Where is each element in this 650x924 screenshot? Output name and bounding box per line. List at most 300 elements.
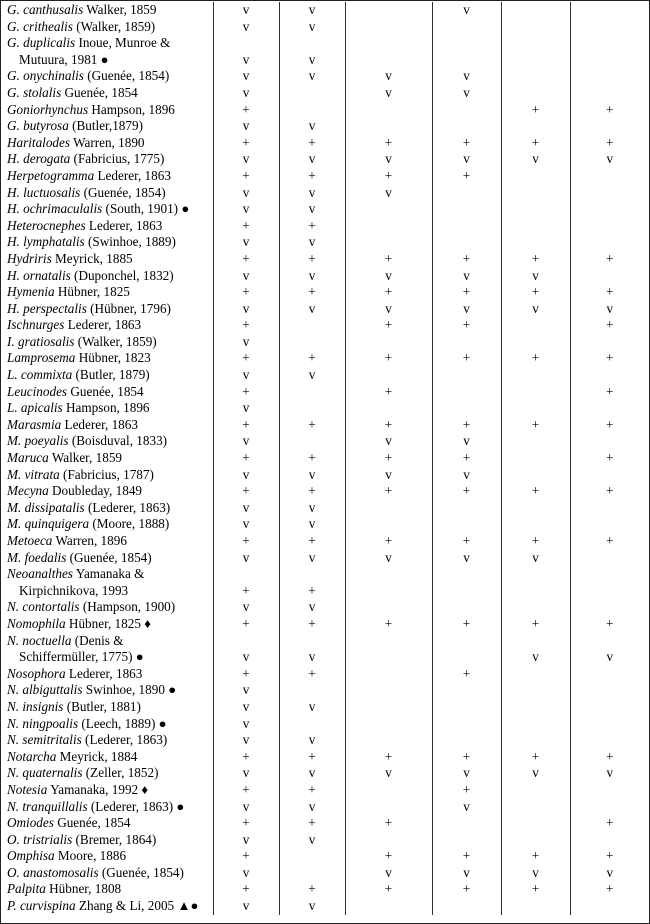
distribution-mark-col-2 xyxy=(279,334,345,351)
taxon-name-cell xyxy=(2,201,213,218)
distribution-mark-col-2 xyxy=(279,85,345,102)
distribution-mark-col-5 xyxy=(501,682,570,699)
distribution-mark-col-3: + xyxy=(345,749,432,766)
distribution-mark-col-2 xyxy=(279,384,345,401)
table-row xyxy=(2,616,649,633)
taxon-author: (Leech, 1889) ● xyxy=(78,715,167,731)
distribution-mark-col-4 xyxy=(432,516,501,533)
distribution-mark-col-5: + xyxy=(501,881,570,898)
taxon-name-cell xyxy=(2,384,213,401)
distribution-mark-col-5: v xyxy=(501,151,570,168)
taxon-name-cell xyxy=(2,500,213,517)
distribution-mark-col-5 xyxy=(501,384,570,401)
distribution-mark-col-3 xyxy=(345,799,432,816)
distribution-mark-col-1: + xyxy=(213,848,279,865)
distribution-mark-col-3 xyxy=(345,500,432,517)
taxon-name-cell xyxy=(2,782,213,799)
distribution-mark-col-4 xyxy=(432,384,501,401)
taxon-author: Lederer, 1863 xyxy=(64,317,142,333)
taxon-italic-name: Haritalodes xyxy=(7,134,71,150)
distribution-mark-col-3 xyxy=(345,218,432,235)
distribution-mark-col-6 xyxy=(570,118,649,135)
distribution-mark-col-1: + xyxy=(213,583,279,600)
distribution-mark-col-3 xyxy=(345,19,432,36)
distribution-mark-col-1: v xyxy=(213,649,279,666)
distribution-mark-col-3: v xyxy=(345,865,432,882)
taxon-italic-name: H. lymphatalis xyxy=(7,234,85,250)
distribution-mark-col-3: v xyxy=(345,550,432,567)
distribution-mark-col-3 xyxy=(345,716,432,733)
distribution-mark-col-5 xyxy=(501,433,570,450)
distribution-mark-col-6 xyxy=(570,500,649,517)
taxon-author: Warren, 1896 xyxy=(52,533,127,548)
distribution-mark-col-2: v xyxy=(279,832,345,849)
distribution-mark-col-6: v xyxy=(570,151,649,168)
taxon-italic-name: Palpita xyxy=(7,881,46,897)
distribution-mark-col-1: v xyxy=(213,151,279,168)
taxon-italic-name: H. luctuosalis xyxy=(7,184,81,200)
taxon-italic-name: N. ningpoalis xyxy=(7,715,79,731)
distribution-mark-col-1: v xyxy=(213,52,279,69)
distribution-mark-col-2: + xyxy=(279,417,345,434)
distribution-mark-col-1: v xyxy=(213,118,279,135)
distribution-mark-col-6 xyxy=(570,467,649,484)
distribution-mark-col-1: v xyxy=(213,832,279,849)
distribution-mark-col-6 xyxy=(570,583,649,600)
distribution-mark-col-1 xyxy=(213,633,279,650)
taxon-author: (Boisduval, 1833) xyxy=(68,433,168,449)
taxon-name-cell xyxy=(2,467,213,484)
distribution-mark-col-5: v xyxy=(501,649,570,666)
distribution-mark-col-4 xyxy=(432,102,501,119)
distribution-mark-col-1: v xyxy=(213,2,279,19)
distribution-mark-col-5: + xyxy=(501,251,570,268)
taxon-name-cell xyxy=(2,268,213,285)
taxon-italic-name: N. tranquillalis xyxy=(7,798,88,814)
distribution-mark-col-6 xyxy=(570,516,649,533)
table-row xyxy=(2,52,649,69)
distribution-mark-col-1: v xyxy=(213,500,279,517)
taxon-author: (Lederer, 1863) xyxy=(81,732,168,748)
distribution-mark-col-4 xyxy=(432,649,501,666)
taxon-author: Guenée, 1854 xyxy=(53,815,131,831)
table-row xyxy=(2,218,649,235)
distribution-mark-col-2 xyxy=(279,682,345,699)
taxon-author: (Guenée, 1854) xyxy=(83,68,170,84)
distribution-mark-col-2: + xyxy=(279,533,345,550)
table-row xyxy=(2,102,649,119)
distribution-mark-col-5 xyxy=(501,716,570,733)
distribution-mark-col-3: + xyxy=(345,317,432,334)
taxon-author: Hübner, 1823 xyxy=(75,350,151,366)
taxon-name-cell xyxy=(2,301,213,318)
taxon-author: Warren, 1890 xyxy=(70,134,145,150)
distribution-mark-col-1: v xyxy=(213,301,279,318)
distribution-mark-col-4: + xyxy=(432,782,501,799)
distribution-mark-col-1: + xyxy=(213,384,279,401)
taxon-author: Hampson, 1896 xyxy=(62,400,150,416)
distribution-mark-col-6 xyxy=(570,699,649,716)
distribution-mark-col-2 xyxy=(279,35,345,52)
distribution-mark-col-2: + xyxy=(279,284,345,301)
distribution-mark-col-2: v xyxy=(279,699,345,716)
distribution-mark-col-6: + xyxy=(570,417,649,434)
distribution-mark-col-4 xyxy=(432,234,501,251)
table-row xyxy=(2,699,649,716)
distribution-mark-col-6 xyxy=(570,367,649,384)
distribution-mark-col-2 xyxy=(279,566,345,583)
distribution-mark-col-6 xyxy=(570,550,649,567)
taxon-author: (Zeller, 1852) xyxy=(82,765,159,781)
taxon-name-cell xyxy=(2,848,213,865)
distribution-mark-col-5: + xyxy=(501,483,570,500)
distribution-mark-col-1: v xyxy=(213,699,279,716)
distribution-mark-col-4 xyxy=(432,367,501,384)
distribution-mark-col-4: v xyxy=(432,151,501,168)
distribution-mark-col-5 xyxy=(501,500,570,517)
taxon-author: (Denis & xyxy=(71,632,124,648)
table-row xyxy=(2,516,649,533)
table-body xyxy=(2,2,649,915)
distribution-mark-col-1: v xyxy=(213,898,279,915)
distribution-mark-col-2: + xyxy=(279,218,345,235)
distribution-mark-col-4: + xyxy=(432,417,501,434)
distribution-mark-col-3: v xyxy=(345,433,432,450)
distribution-mark-col-6 xyxy=(570,52,649,69)
distribution-mark-col-5 xyxy=(501,450,570,467)
distribution-mark-col-5 xyxy=(501,815,570,832)
distribution-mark-col-1: v xyxy=(213,68,279,85)
distribution-mark-col-4: + xyxy=(432,284,501,301)
distribution-mark-col-4 xyxy=(432,201,501,218)
distribution-mark-col-5: + xyxy=(501,350,570,367)
distribution-mark-col-1: + xyxy=(213,450,279,467)
distribution-mark-col-4: + xyxy=(432,317,501,334)
taxon-name-cell xyxy=(2,433,213,450)
distribution-mark-col-3 xyxy=(345,52,432,69)
distribution-mark-col-1: + xyxy=(213,135,279,152)
distribution-mark-col-4: + xyxy=(432,666,501,683)
taxon-author: Lederer, 1863 xyxy=(85,217,163,233)
table-row xyxy=(2,467,649,484)
distribution-mark-col-5: v xyxy=(501,550,570,567)
taxon-name-cell xyxy=(2,317,213,334)
taxon-italic-name: Ischnurges xyxy=(7,317,65,333)
distribution-mark-col-6 xyxy=(570,799,649,816)
distribution-mark-col-5 xyxy=(501,666,570,683)
distribution-mark-col-2 xyxy=(279,716,345,733)
taxon-italic-name: Nomophila xyxy=(7,615,66,631)
distribution-mark-col-4 xyxy=(432,583,501,600)
distribution-mark-col-1: v xyxy=(213,765,279,782)
taxon-author: (Moore, 1888) xyxy=(89,516,170,532)
taxon-name-cell xyxy=(2,52,213,69)
table-row xyxy=(2,201,649,218)
table-row xyxy=(2,433,649,450)
distribution-mark-col-5 xyxy=(501,782,570,799)
taxon-italic-name: G. crithealis xyxy=(7,18,73,34)
distribution-mark-col-6: + xyxy=(570,616,649,633)
table-row xyxy=(2,533,649,550)
distribution-mark-col-4 xyxy=(432,898,501,915)
taxon-author: Hampson, 1896 xyxy=(88,101,175,117)
distribution-mark-col-3: + xyxy=(345,848,432,865)
distribution-mark-col-1: v xyxy=(213,599,279,616)
distribution-mark-col-5: + xyxy=(501,616,570,633)
distribution-mark-col-4 xyxy=(432,400,501,417)
distribution-mark-col-4 xyxy=(432,185,501,202)
distribution-mark-col-3: + xyxy=(345,284,432,301)
taxon-italic-name: G. canthusalis xyxy=(7,2,84,17)
distribution-mark-col-4 xyxy=(432,566,501,583)
taxon-name-cell xyxy=(2,85,213,102)
distribution-mark-col-2: + xyxy=(279,135,345,152)
distribution-mark-col-4: + xyxy=(432,350,501,367)
distribution-mark-col-3: v xyxy=(345,301,432,318)
distribution-mark-col-3: + xyxy=(345,350,432,367)
taxon-italic-name: N. albiguttalis xyxy=(7,682,83,698)
distribution-mark-col-1: + xyxy=(213,168,279,185)
taxon-italic-name: H. ochrimaculalis xyxy=(7,201,103,217)
taxon-name-cell xyxy=(2,168,213,185)
taxon-name-cell xyxy=(2,118,213,135)
distribution-mark-col-2: v xyxy=(279,898,345,915)
distribution-mark-col-2: + xyxy=(279,483,345,500)
distribution-mark-col-6: + xyxy=(570,881,649,898)
table-row xyxy=(2,350,649,367)
table-row xyxy=(2,35,649,52)
table-row xyxy=(2,68,649,85)
taxon-author: (Butler, 1881) xyxy=(63,698,141,714)
table-row xyxy=(2,151,649,168)
taxon-italic-name: Herpetogramma xyxy=(7,167,95,183)
table-row xyxy=(2,666,649,683)
taxon-name-cell xyxy=(2,566,213,583)
taxon-author: (Bremer, 1864) xyxy=(72,831,157,847)
distribution-mark-col-5 xyxy=(501,317,570,334)
distribution-mark-col-3: + xyxy=(345,135,432,152)
taxon-author: (Lederer, 1863) ● xyxy=(87,798,185,814)
distribution-mark-col-6: v xyxy=(570,865,649,882)
taxon-name-cell xyxy=(2,68,213,85)
taxon-author: (Lederer, 1863) xyxy=(84,499,171,515)
distribution-mark-col-4: v xyxy=(432,765,501,782)
distribution-mark-col-2: v xyxy=(279,732,345,749)
distribution-mark-col-1: v xyxy=(213,732,279,749)
distribution-mark-col-4: + xyxy=(432,168,501,185)
distribution-mark-col-5 xyxy=(501,633,570,650)
taxon-name-cell xyxy=(2,151,213,168)
taxon-name-cell xyxy=(2,799,213,816)
distribution-mark-col-1: + xyxy=(213,350,279,367)
distribution-mark-col-5: + xyxy=(501,533,570,550)
distribution-mark-col-1: v xyxy=(213,85,279,102)
table-row xyxy=(2,135,649,152)
distribution-mark-col-3 xyxy=(345,35,432,52)
taxon-name-cell xyxy=(2,716,213,733)
distribution-mark-col-4: + xyxy=(432,251,501,268)
taxon-author: Mutuura, 1981 ● xyxy=(19,51,109,67)
taxon-author: (Butler,1879) xyxy=(68,118,143,134)
distribution-mark-col-5 xyxy=(501,218,570,235)
taxon-italic-name: O. anastomosalis xyxy=(7,864,99,880)
table-row xyxy=(2,881,649,898)
distribution-mark-col-5 xyxy=(501,201,570,218)
distribution-mark-col-1: v xyxy=(213,799,279,816)
distribution-mark-col-5: v xyxy=(501,865,570,882)
distribution-mark-col-4: v xyxy=(432,550,501,567)
distribution-mark-col-6: v xyxy=(570,649,649,666)
distribution-mark-col-1: v xyxy=(213,550,279,567)
distribution-mark-col-1: + xyxy=(213,417,279,434)
taxon-author: Yamanaka & xyxy=(72,566,145,582)
distribution-mark-col-4: + xyxy=(432,450,501,467)
distribution-mark-col-1: + xyxy=(213,284,279,301)
table-row xyxy=(2,765,649,782)
distribution-mark-col-5 xyxy=(501,118,570,135)
table-row xyxy=(2,550,649,567)
distribution-mark-col-6 xyxy=(570,599,649,616)
distribution-mark-col-6: v xyxy=(570,301,649,318)
distribution-mark-col-3: v xyxy=(345,68,432,85)
distribution-mark-col-1: v xyxy=(213,268,279,285)
distribution-mark-col-5 xyxy=(501,898,570,915)
taxon-italic-name: Omiodes xyxy=(7,815,54,831)
taxon-name-cell xyxy=(2,35,213,52)
taxon-author: Hübner, 1808 xyxy=(45,881,122,897)
distribution-mark-col-1: + xyxy=(213,666,279,683)
table-row xyxy=(2,815,649,832)
taxon-name-cell xyxy=(2,135,213,152)
taxon-author: Walker, 1859 xyxy=(48,450,123,466)
distribution-mark-col-3: + xyxy=(345,533,432,550)
distribution-mark-col-5 xyxy=(501,85,570,102)
table-row xyxy=(2,682,649,699)
distribution-mark-col-1 xyxy=(213,566,279,583)
distribution-mark-col-1: + xyxy=(213,483,279,500)
distribution-mark-col-3 xyxy=(345,633,432,650)
distribution-mark-col-3: + xyxy=(345,815,432,832)
distribution-mark-col-3 xyxy=(345,201,432,218)
taxon-name-cell xyxy=(2,483,213,500)
table-row xyxy=(2,268,649,285)
distribution-mark-col-6 xyxy=(570,732,649,749)
distribution-mark-col-3: v xyxy=(345,765,432,782)
table-row xyxy=(2,483,649,500)
table-row xyxy=(2,799,649,816)
distribution-mark-col-1: v xyxy=(213,467,279,484)
taxon-name-cell xyxy=(2,400,213,417)
taxon-italic-name: M. quinquigera xyxy=(7,516,90,532)
distribution-mark-col-3 xyxy=(345,649,432,666)
taxon-name-cell xyxy=(2,749,213,766)
distribution-mark-col-3: + xyxy=(345,251,432,268)
table-row xyxy=(2,782,649,799)
distribution-mark-col-6: + xyxy=(570,533,649,550)
distribution-mark-col-1: v xyxy=(213,433,279,450)
taxon-name-cell xyxy=(2,649,213,666)
taxon-italic-name: Marasmia xyxy=(7,416,62,432)
distribution-mark-col-1: + xyxy=(213,251,279,268)
distribution-mark-col-3 xyxy=(345,400,432,417)
taxon-name-cell xyxy=(2,881,213,898)
table-row xyxy=(2,19,649,36)
distribution-mark-col-6 xyxy=(570,68,649,85)
distribution-mark-col-1: v xyxy=(213,185,279,202)
distribution-mark-col-5 xyxy=(501,52,570,69)
distribution-mark-col-4: + xyxy=(432,848,501,865)
taxon-author: (Butler, 1879) xyxy=(72,367,150,383)
table-row xyxy=(2,865,649,882)
distribution-mark-col-3 xyxy=(345,832,432,849)
taxon-name-cell xyxy=(2,815,213,832)
distribution-mark-col-3 xyxy=(345,234,432,251)
distribution-mark-col-2: + xyxy=(279,251,345,268)
taxon-italic-name: G. onychinalis xyxy=(7,68,84,84)
table-row xyxy=(2,400,649,417)
distribution-mark-col-4: + xyxy=(432,881,501,898)
table-row xyxy=(2,633,649,650)
distribution-mark-col-4: + xyxy=(432,533,501,550)
taxon-name-cell xyxy=(2,666,213,683)
distribution-mark-col-5 xyxy=(501,732,570,749)
distribution-mark-col-1: v xyxy=(213,234,279,251)
distribution-mark-col-1: v xyxy=(213,682,279,699)
distribution-mark-col-6 xyxy=(570,85,649,102)
taxon-author: Lederer, 1863 xyxy=(94,167,171,183)
distribution-mark-col-2: + xyxy=(279,666,345,683)
taxon-italic-name: N. contortalis xyxy=(7,599,80,615)
taxon-name-cell xyxy=(2,2,213,19)
distribution-mark-col-2 xyxy=(279,848,345,865)
taxon-italic-name: N. insignis xyxy=(7,698,64,714)
taxon-author: Meyrick, 1885 xyxy=(51,250,133,266)
distribution-mark-col-3: + xyxy=(345,881,432,898)
distribution-mark-col-5 xyxy=(501,19,570,36)
distribution-mark-col-2: v xyxy=(279,765,345,782)
distribution-mark-col-6 xyxy=(570,201,649,218)
distribution-mark-col-3 xyxy=(345,516,432,533)
distribution-mark-col-1: v xyxy=(213,400,279,417)
distribution-mark-col-2: + xyxy=(279,881,345,898)
distribution-mark-col-6 xyxy=(570,234,649,251)
taxon-italic-name: Maruca xyxy=(7,450,49,466)
distribution-mark-col-4: + xyxy=(432,483,501,500)
distribution-mark-col-2: + xyxy=(279,450,345,467)
taxon-author: (Hübner, 1796) xyxy=(86,300,171,316)
distribution-mark-col-2: v xyxy=(279,799,345,816)
taxon-italic-name: H. ornatalis xyxy=(7,267,71,283)
taxon-name-cell xyxy=(2,251,213,268)
taxon-italic-name: M. dissipatalis xyxy=(7,499,85,515)
table-row xyxy=(2,251,649,268)
taxon-name-cell xyxy=(2,699,213,716)
taxon-italic-name: Mecyna xyxy=(7,483,49,499)
distribution-mark-col-4 xyxy=(432,19,501,36)
distribution-mark-col-6: + xyxy=(570,102,649,119)
distribution-mark-col-2: + xyxy=(279,168,345,185)
taxon-author: Lederer, 1863 xyxy=(65,665,143,681)
distribution-mark-col-4 xyxy=(432,699,501,716)
taxon-name-cell xyxy=(2,102,213,119)
table-row xyxy=(2,2,649,19)
distribution-mark-col-4: v xyxy=(432,467,501,484)
distribution-mark-col-4 xyxy=(432,35,501,52)
distribution-mark-col-2: + xyxy=(279,350,345,367)
taxon-name-cell xyxy=(2,633,213,650)
taxon-italic-name: Nosophora xyxy=(7,665,66,681)
taxon-name-cell xyxy=(2,765,213,782)
